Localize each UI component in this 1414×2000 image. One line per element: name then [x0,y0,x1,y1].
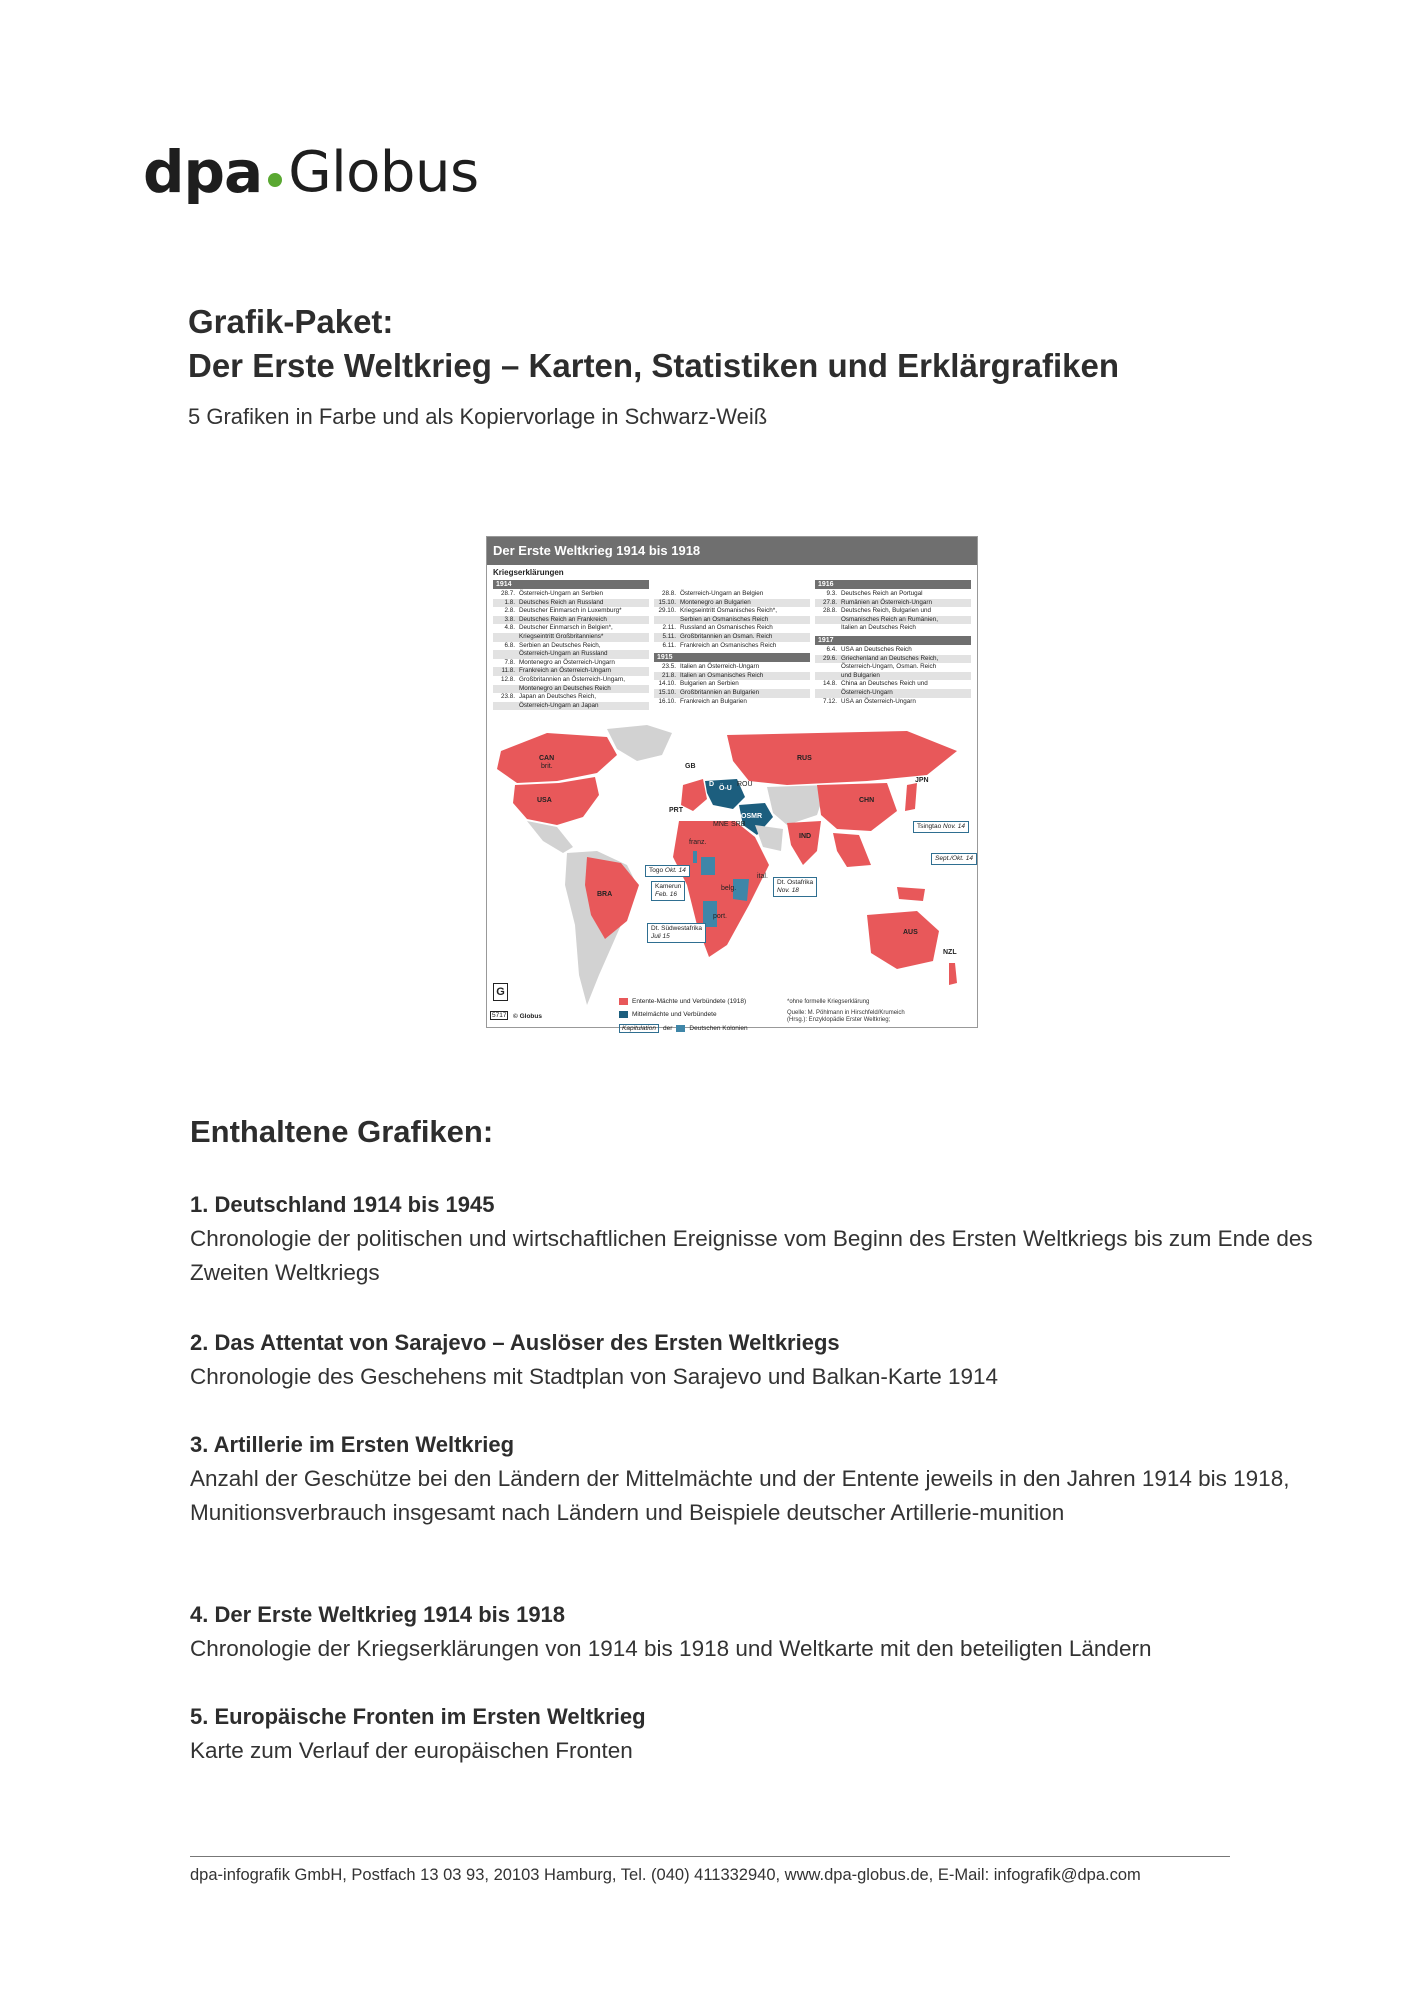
map-region-usa [513,777,599,825]
declaration-row [815,655,971,664]
declaration-date: 6.11. [662,641,676,649]
declaration-row [654,642,810,651]
graphic-preview-subtitle: Kriegserklärungen [493,568,564,577]
declaration-date: 6.8. [504,641,515,649]
declaration-row [493,616,649,625]
callout-kamerun-name: Kamerun [655,883,682,890]
declaration-date: 28.7. [500,590,515,597]
package-title-line2: Der Erste Weltkrieg – Karten, Statistiken und Erklärgrafiken [188,347,1120,384]
map-region-colony-kamerun [701,857,715,875]
contents-item-description: Anzahl der Geschütze bei den Ländern der Mittelmächte und der Entente jeweils in den Jahren 1914 bis 1918, Munitionsverbrauch insgesamt nach Ländern und Beispiele deutscher Artillerie-munition [190,1466,1290,1525]
declaration-text: Deutscher Einmarsch in Luxemburg* [519,607,622,615]
contents-item-description: Chronologie des Geschehens mit Stadtplan von Sarajevo und Balkan-Karte 1914 [190,1364,999,1389]
callout-kamerun-date: Feb. 16 [655,891,678,898]
map-label-rou: ROU [737,781,753,788]
map-label-ind: IND [799,833,812,840]
map-label-port: port. [713,913,728,920]
declaration-date: 27.8. [822,598,837,606]
declaration-text: Japan an Deutsches Reich, [519,693,597,701]
declaration-row [654,616,810,625]
declaration-list-1917 [815,646,971,706]
callout-tsingtao-name: Tsingtao [917,823,942,830]
graphic-preview [486,536,978,1032]
declaration-text: Österreich-Ungarn an Belgien [680,590,764,597]
declaration-date: 23.8. [500,693,515,701]
map-region-colony-togo [693,851,697,863]
declaration-row [654,624,810,633]
declaration-text: Großbritannien an Österreich-Ungarn, [519,675,626,683]
declaration-date: 2.11. [662,624,676,632]
map-legend [619,998,777,1039]
declaration-text: Deutsches Reich, Bulgarien und [841,607,931,615]
callout-togo [645,865,690,877]
callout-ostafrika [773,877,817,897]
declaration-row [815,672,971,681]
declaration-text: Frankreich an Bulgarien [680,697,747,705]
logo-dpa-text: dpa [143,138,263,206]
contents-item [190,1188,1320,1290]
map-region-japan [905,783,917,811]
declaration-date: 29.10. [658,607,676,615]
declaration-date: 6.4. [826,645,837,653]
globus-badge-icon: G [493,983,508,1001]
callout-tsingtao-date: Nov. 14 [943,823,965,830]
map-region-india [787,821,821,865]
callout-suedwestafrika-date: Juli 15 [651,933,670,940]
declaration-row [654,633,810,642]
contents-item [190,1428,1320,1530]
map-label-aus: AUS [903,929,918,936]
package-subtitle: 5 Grafiken in Farbe und als Kopiervorlage in Schwarz-Weiß [188,404,768,429]
declaration-row [493,676,649,685]
declaration-row [493,599,649,608]
declaration-text: Italien an Deutsches Reich [841,624,916,632]
declaration-text: Montenegro an Deutsches Reich [519,684,611,692]
declaration-date: 4.8. [504,624,515,632]
callout-ostafrika-name: Dt. Ostafrika [777,879,814,886]
declaration-date: 2.8. [504,607,515,615]
declaration-date: 15.10. [658,598,676,606]
declaration-list-1914 [493,590,649,710]
declaration-text: Italien an Österreich-Ungarn [680,663,760,671]
map-region-greenland [607,725,672,761]
declaration-date: 28.8. [822,607,837,615]
map-region-mexico [527,821,573,853]
declaration-date [815,663,837,672]
map-region-new-zealand [949,963,957,985]
map-label-bra: BRA [597,891,613,898]
note-source-2: (Hrsg.): Enzyklopädie Erster Weltkrieg; [787,1017,891,1023]
declaration-row [815,624,971,633]
declaration-text: Montenegro an Bulgarien [680,598,751,606]
legend-swatch-central [619,1011,628,1018]
declaration-date: 23.5. [661,663,676,671]
declaration-text: Serbien an Deutsches Reich, [519,641,601,649]
declaration-row [493,590,649,599]
declaration-row [815,607,971,616]
declaration-text: Griechenland an Deutsches Reich, [841,654,939,662]
map-label-can: CAN [539,755,555,762]
declaration-row [815,689,971,698]
declaration-date: 14.8. [822,680,837,688]
declarations-column-3 [815,580,971,706]
declaration-text: Kriegseintritt Osmanisches Reich*, [680,607,777,615]
declaration-row [815,680,971,689]
declaration-row [815,599,971,608]
map-label-rus: RUS [797,755,812,762]
contents-item [190,1326,1320,1394]
declaration-text: USA an Österreich-Ungarn [841,697,916,705]
declaration-date [815,689,837,698]
contents-heading: Enthaltene Grafiken: [190,1114,494,1149]
map-label-germany: D [709,781,715,788]
declaration-row [654,599,810,608]
callout-togo-date: Okt. 14 [664,867,686,874]
contents-item-description: Chronologie der politischen und wirtschaftlichen Ereignisse vom Beginn des Ersten Weltkriegs bis zum Ende des Zweiten Weltkriegs [190,1226,1313,1285]
logo-globus-text: Globus [288,139,479,205]
declaration-row [654,607,810,616]
declaration-date [493,685,515,694]
legend-kapitulation-box: Kapitulation [619,1024,659,1033]
declaration-text: Serbien an Osmanisches Reich [680,615,769,623]
legend-central [619,1011,777,1018]
declaration-text: Osmanisches Reich an Rumänien, [841,615,938,623]
map-region-europe-west [681,779,707,811]
declaration-row [654,698,810,707]
legend-swatch-entente [619,998,628,1005]
legend-entente [619,998,777,1005]
declaration-row [493,667,649,676]
note-no-declaration: *ohne formelle Kriegserklärung [787,999,870,1005]
graphic-preview-title: Der Erste Weltkrieg 1914 bis 1918 [487,537,977,565]
legend-swatch-colonies [676,1025,685,1032]
declaration-text: USA an Deutsches Reich [841,645,912,653]
map-label-nzl: NZL [943,949,957,956]
map-region-canada [497,733,617,783]
declaration-date: 16.10. [658,697,676,705]
declaration-date [493,633,515,642]
declaration-row [654,590,810,599]
declaration-date: 7.12. [822,697,837,705]
year-header-1914: 1914 [493,580,649,589]
declarations-column-2 [654,580,810,706]
legend-label-entente: Entente-Mächte und Verbündete (1918) [632,998,747,1005]
declaration-date [815,616,837,625]
note-source-1: Quelle: M. Pöhlmann in Hirschfeld/Krumeich [787,1010,905,1016]
declaration-text: Großbritannien an Osman. Reich [680,632,773,640]
declaration-row [815,663,971,672]
declaration-date [493,650,515,659]
contents-item [190,1598,1320,1666]
declaration-list-1915 [654,663,810,706]
declaration-row [654,689,810,698]
year-header-1916: 1916 [815,580,971,589]
declaration-row [493,607,649,616]
callout-kamerun [651,881,685,901]
declaration-text: Österreich-Ungarn, Osman. Reich [841,663,937,671]
map-region-new-guinea [897,887,925,901]
contents-item-description: Chronologie der Kriegserklärungen von 1914 bis 1918 und Weltkarte mit den beteiligten Ländern [190,1636,1152,1661]
year-header-1917: 1917 [815,636,971,645]
legend-label-central: Mittelmächte und Verbündete [632,1011,717,1018]
declaration-row [493,650,649,659]
callout-suedwestafrika [647,923,706,943]
declaration-row [493,624,649,633]
declaration-date: 29.6. [822,654,837,662]
declaration-date: 28.8. [661,590,676,597]
declaration-date: 5.11. [662,632,676,640]
graphic-number: 5717 [492,1012,507,1019]
callout-suedwestafrika-name: Dt. Südwestafrika [651,925,702,932]
callout-neuguinea-date: Sept./Okt. 14 [935,855,973,862]
map-label-belg: belg. [721,885,737,892]
map-region-australia [867,911,939,969]
declaration-text: Frankreich an Österreich-Ungarn [519,667,612,675]
declaration-text: Rumänien an Österreich-Ungarn [841,598,932,606]
declaration-text: Österreich-Ungarn an Russland [519,650,608,658]
callout-neuguinea [931,853,977,865]
map-label-usa: USA [537,797,552,804]
declaration-date: 21.8. [661,671,676,679]
contents-item [190,1700,1320,1768]
map-label-franz: franz. [689,839,707,846]
map-region-china [817,783,897,831]
declaration-date: 15.10. [658,688,676,696]
declarations-column-1 [493,580,649,710]
declaration-text: China an Deutsches Reich und [841,680,928,688]
map-label-chn: CHN [859,797,875,804]
declaration-text: Österreich-Ungarn [841,688,893,696]
map-label-mne: MNE [713,821,729,828]
declaration-date [493,702,515,711]
declaration-date: 14.10. [658,680,676,688]
declaration-row [493,633,649,642]
declaration-text: Italien an Osmanisches Reich [680,671,764,679]
dpa-globus-logo [143,132,479,212]
map-label-jpn: JPN [915,777,929,784]
declaration-text: und Bulgarien [841,671,880,679]
declaration-date: 1.8. [504,598,515,606]
declaration-text: Deutscher Einmarsch in Belgien*, [519,624,613,632]
declaration-row [654,680,810,689]
declaration-row [815,590,971,599]
map-label-ital: ital. [757,873,768,880]
declaration-row [493,685,649,694]
declaration-text: Russland an Osmanisches Reich [680,624,773,632]
footer-divider [190,1856,1230,1857]
declaration-text: Österreich-Ungarn an Serbien [519,590,603,597]
package-title [188,300,1119,388]
declaration-text: Österreich-Ungarn an Japan [519,701,599,709]
declaration-row [815,698,971,707]
legend-der: der [662,1025,673,1032]
declaration-text: Deutsches Reich an Portugal [841,590,923,597]
declaration-row [815,616,971,625]
declaration-text: Kriegseintritt Großbritanniens* [519,632,604,640]
contents-item-title: 1. Deutschland 1914 bis 1945 [190,1192,495,1217]
declaration-text: Bulgarien an Serbien [680,680,739,688]
map-region-southeast-asia [833,833,871,867]
declaration-row [493,702,649,711]
contents-item-title: 5. Europäische Fronten im Ersten Weltkrieg [190,1704,646,1729]
declaration-text: Frankreich an Osmanisches Reich [680,641,777,649]
contents-item-title: 2. Das Attentat von Sarajevo – Auslöser des Ersten Weltkriegs [190,1330,840,1355]
contents-item-title: 4. Der Erste Weltkrieg 1914 bis 1918 [190,1602,566,1627]
declaration-date: 9.3. [826,590,837,597]
declaration-row [654,672,810,681]
declaration-date [815,672,837,681]
callout-togo-name: Togo [649,867,664,874]
legend-label-colonies: Deutschen Kolonien [689,1025,748,1032]
declaration-date [654,616,676,625]
package-title-line1: Grafik-Paket: [188,303,394,340]
declaration-date: 3.8. [504,615,515,623]
declaration-row [654,663,810,672]
map-label-osmr: OSMR [741,813,762,820]
map-label-austria-hungary: Ö-U [719,785,732,792]
declaration-date: 11.8. [501,667,515,675]
declaration-text: Deutsches Reich an Frankreich [519,615,607,623]
declaration-text: Großbritannien an Bulgarien [680,688,760,696]
footer-contact: dpa-infografik GmbH, Postfach 13 03 93, 20103 Hamburg, Tel. (040) 411332940, www.dpa-globus.de, E-Mail: infografik@dpa.com [190,1866,1141,1884]
declaration-row [493,693,649,702]
legend-kapitulation [619,1024,777,1033]
declaration-list-1916 [815,590,971,633]
map-label-gb: GB [685,763,696,770]
map-label-srb: SRB [731,821,746,828]
year-header-1915: 1915 [654,653,810,662]
declaration-date [815,624,837,633]
declaration-text: Deutsches Reich an Russland [519,598,604,606]
declaration-date: 7.8. [504,658,515,666]
declaration-text: Montenegro an Österreich-Ungarn [519,658,615,666]
declaration-date: 12.8. [500,675,515,683]
contents-item-title: 3. Artillerie im Ersten Weltkrieg [190,1432,515,1457]
graphic-copyright: © Globus [513,1013,542,1020]
world-map [487,725,977,1027]
contents-item-description: Karte zum Verlauf der europäischen Fronten [190,1738,633,1763]
map-label-can-brit: brit. [541,763,553,770]
callout-ostafrika-date: Nov. 18 [777,887,799,894]
declaration-row [815,646,971,655]
callout-tsingtao [913,821,969,833]
logo-dot [268,173,282,187]
declaration-list-1914-cont [654,590,810,650]
declaration-row [493,642,649,651]
world-map-svg [487,725,977,1027]
map-label-prt: PRT [669,807,683,814]
